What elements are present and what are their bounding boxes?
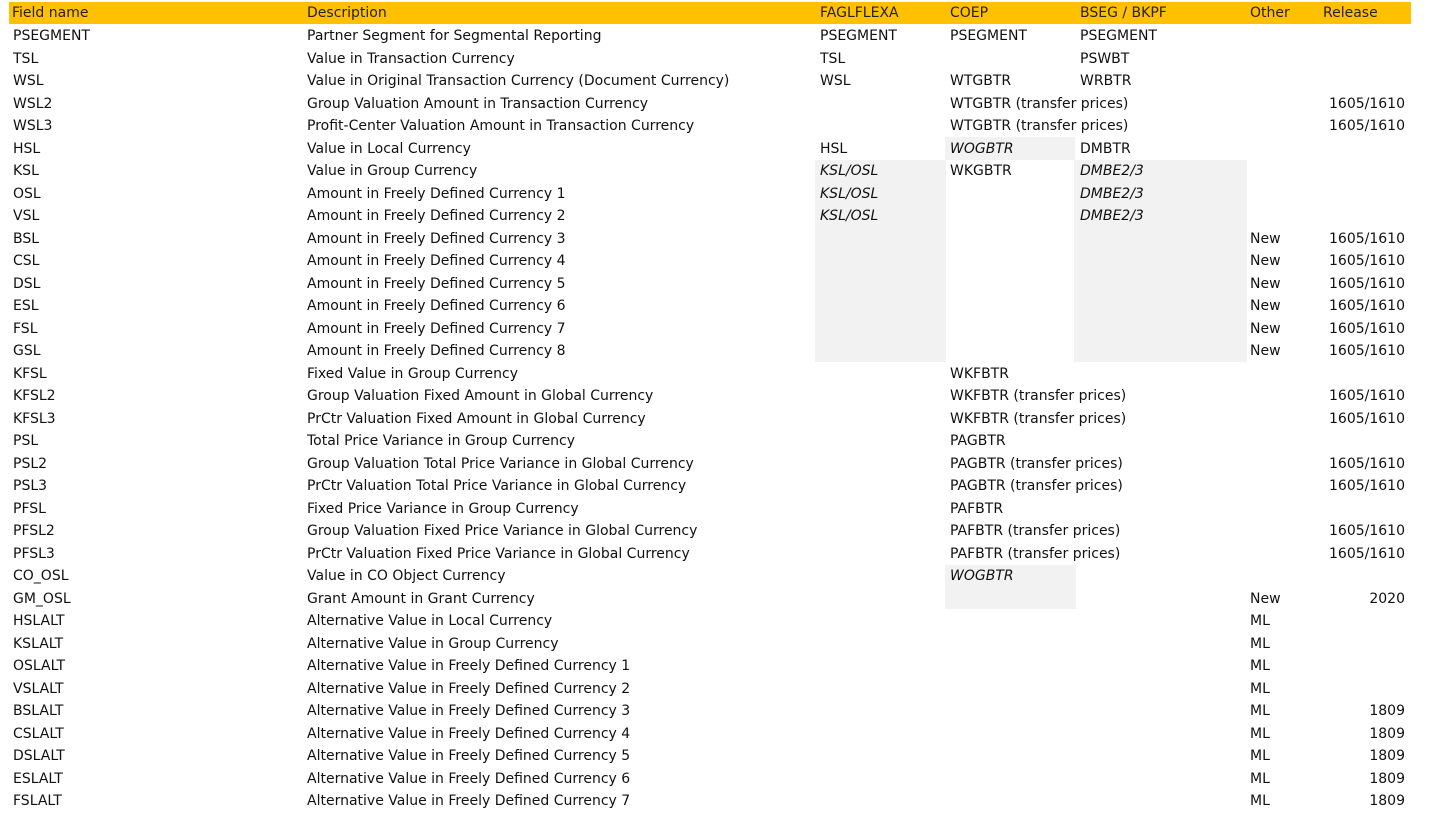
- cell-description: Alternative Value in Freely Defined Currency 1: [307, 658, 631, 674]
- cell-description: Partner Segment for Segmental Reporting: [307, 28, 602, 44]
- cell-field-name: WSL2: [13, 95, 53, 112]
- cell-description: Value in Local Currency: [307, 140, 471, 157]
- cell-description: Amount in Freely Defined Currency 1: [307, 185, 566, 202]
- cell-field-name: PFSL3: [13, 545, 55, 562]
- cell-other: ML: [1250, 680, 1270, 697]
- cell-bseg: PSWBT: [1080, 50, 1130, 67]
- cell-description: Amount in Freely Defined Currency 4: [307, 253, 566, 269]
- cell-release: 1605/1610: [1329, 545, 1405, 562]
- header-release: Release: [1323, 5, 1378, 21]
- cell-coep: WKFBTR: [950, 365, 1009, 382]
- cell-other: New: [1250, 320, 1281, 337]
- cell-coep: WKGBTR: [950, 163, 1012, 179]
- cell-faglflexa: KSL/OSL: [820, 163, 879, 179]
- cell-description: PrCtr Valuation Fixed Amount in Global Currency: [307, 410, 646, 427]
- cell-release: 1809: [1369, 703, 1405, 719]
- cell-field-name: PSL3: [13, 478, 48, 494]
- cell-field-name: WSL: [13, 73, 44, 89]
- cell-field-name: FSLALT: [13, 793, 62, 809]
- cell-field-name: ESL: [13, 298, 39, 314]
- cell-description: Amount in Freely Defined Currency 3: [307, 230, 566, 247]
- cell-coep: WTGBTR: [950, 73, 1012, 89]
- cell-field-name: KSL: [13, 163, 39, 179]
- cell-release: 1809: [1369, 770, 1405, 787]
- cell-coep: WTGBTR (transfer prices): [950, 118, 1129, 134]
- header-description: Description: [307, 5, 387, 21]
- cell-faglflexa: TSL: [820, 50, 846, 67]
- cell-field-name: KSLALT: [13, 635, 64, 652]
- cell-field-name: DSL: [13, 275, 41, 292]
- cell-release: 1605/1610: [1329, 298, 1405, 314]
- cell-other: ML: [1250, 613, 1270, 629]
- cell-description: Fixed Value in Group Currency: [307, 365, 518, 382]
- cell-field-name: DSLALT: [13, 748, 65, 764]
- header-bseg: BSEG / BKPF: [1080, 5, 1167, 21]
- cell-description: Value in Original Transaction Currency (Document Currency): [307, 73, 730, 89]
- cell-description: Value in Transaction Currency: [307, 50, 515, 67]
- cell-other: ML: [1250, 703, 1270, 719]
- cell-coep: WKFBTR (transfer prices): [950, 388, 1127, 404]
- cell-field-name: FSL: [13, 320, 38, 337]
- cell-field-name: PSL2: [13, 455, 48, 472]
- cell-other: ML: [1250, 725, 1270, 742]
- cell-description: Alternative Value in Freely Defined Currency 5: [307, 748, 631, 764]
- cell-coep: PAFBTR (transfer prices): [950, 545, 1121, 562]
- cell-coep: PSEGMENT: [950, 28, 1027, 44]
- cell-release: 1605/1610: [1329, 320, 1405, 337]
- cell-coep: WOGBTR: [950, 568, 1014, 584]
- cell-other: ML: [1250, 635, 1270, 652]
- cell-release: 1605/1610: [1329, 478, 1405, 494]
- cell-field-name: KFSL3: [13, 410, 56, 427]
- header-faglflexa: FAGLFLEXA: [820, 5, 899, 21]
- cell-release: 1605/1610: [1329, 118, 1405, 134]
- cell-other: New: [1250, 298, 1281, 314]
- cell-field-name: OSL: [13, 185, 41, 202]
- header-row: [9, 2, 1411, 24]
- cell-description: Alternative Value in Local Currency: [307, 613, 553, 629]
- cell-other: ML: [1250, 748, 1270, 764]
- cell-description: Grant Amount in Grant Currency: [307, 590, 535, 607]
- cell-description: Amount in Freely Defined Currency 8: [307, 343, 566, 359]
- cell-coep: WKFBTR (transfer prices): [950, 410, 1127, 427]
- cell-field-name: PFSL: [13, 500, 46, 517]
- cell-faglflexa: PSEGMENT: [820, 28, 897, 44]
- cell-description: Alternative Value in Freely Defined Currency 6: [307, 770, 631, 787]
- cell-field-name: HSLALT: [13, 613, 65, 629]
- cell-field-name: KFSL: [13, 365, 47, 382]
- cell-bseg: DMBE2/3: [1080, 163, 1144, 179]
- cell-release: 1605/1610: [1329, 523, 1405, 539]
- cell-field-name: TSL: [13, 50, 39, 67]
- cell-release: 1605/1610: [1329, 275, 1405, 292]
- cell-release: 1605/1610: [1329, 410, 1405, 427]
- cell-description: Alternative Value in Freely Defined Currency 7: [307, 793, 631, 809]
- cell-bseg: PSEGMENT: [1080, 28, 1157, 44]
- cell-field-name: WSL3: [13, 118, 53, 134]
- cell-field-name: PSEGMENT: [13, 28, 90, 44]
- cell-field-name: KFSL2: [13, 388, 56, 404]
- cell-field-name: OSLALT: [13, 658, 66, 674]
- cell-description: Group Valuation Fixed Price Variance in Global Currency: [307, 523, 698, 539]
- cell-description: Value in CO Object Currency: [307, 568, 506, 584]
- header-coep: COEP: [950, 5, 989, 21]
- cell-field-name: ESLALT: [13, 770, 63, 787]
- cell-description: Group Valuation Amount in Transaction Currency: [307, 95, 649, 112]
- cell-faglflexa: WSL: [820, 73, 851, 89]
- cell-coep: WTGBTR (transfer prices): [950, 95, 1129, 112]
- cell-coep: PAFBTR (transfer prices): [950, 523, 1121, 539]
- cell-field-name: VSLALT: [13, 680, 64, 697]
- cell-description: Alternative Value in Freely Defined Currency 3: [307, 703, 631, 719]
- header-field-name: Field name: [12, 5, 89, 21]
- cell-release: 1605/1610: [1329, 455, 1405, 472]
- cell-field-name: PFSL2: [13, 523, 55, 539]
- cell-description: Amount in Freely Defined Currency 2: [307, 208, 566, 224]
- cell-coep: PAFBTR: [950, 500, 1004, 517]
- cell-other: ML: [1250, 770, 1270, 787]
- cell-other: New: [1250, 590, 1281, 607]
- header-other: Other: [1250, 5, 1290, 21]
- cell-other: New: [1250, 230, 1281, 247]
- cell-description: Amount in Freely Defined Currency 7: [307, 320, 566, 337]
- cell-faglflexa: KSL/OSL: [820, 185, 879, 202]
- cell-description: Fixed Price Variance in Group Currency: [307, 500, 579, 517]
- cell-release: 1605/1610: [1329, 95, 1405, 112]
- cell-bseg: DMBTR: [1080, 140, 1131, 157]
- cell-release: 2020: [1369, 590, 1405, 607]
- cell-description: Profit-Center Valuation Amount in Transaction Currency: [307, 118, 695, 134]
- cell-field-name: BSLALT: [13, 703, 64, 719]
- cell-coep: PAGBTR: [950, 433, 1006, 449]
- cell-description: Group Valuation Fixed Amount in Global Currency: [307, 388, 654, 404]
- cell-description: Alternative Value in Freely Defined Currency 2: [307, 680, 631, 697]
- cell-coep: PAGBTR (transfer prices): [950, 478, 1123, 494]
- cell-field-name: CSLALT: [13, 725, 64, 742]
- cell-release: 1605/1610: [1329, 343, 1405, 359]
- cell-bseg: WRBTR: [1080, 73, 1132, 89]
- cell-field-name: GM_OSL: [13, 590, 71, 607]
- cell-description: Group Valuation Total Price Variance in Global Currency: [307, 455, 694, 472]
- cell-coep: PAGBTR (transfer prices): [950, 455, 1123, 472]
- cell-release: 1605/1610: [1329, 230, 1405, 247]
- cell-other: ML: [1250, 793, 1270, 809]
- cell-other: New: [1250, 275, 1281, 292]
- cell-release: 1809: [1369, 793, 1405, 809]
- cell-field-name: HSL: [13, 140, 41, 157]
- cell-description: Amount in Freely Defined Currency 5: [307, 275, 566, 292]
- cell-other: New: [1250, 343, 1281, 359]
- cell-release: 1809: [1369, 725, 1405, 742]
- cell-release: 1605/1610: [1329, 388, 1405, 404]
- cell-bseg: DMBE2/3: [1080, 208, 1144, 224]
- cell-field-name: CO_OSL: [13, 568, 69, 584]
- cell-description: Value in Group Currency: [307, 163, 478, 179]
- cell-other: New: [1250, 253, 1281, 269]
- cell-faglflexa: HSL: [820, 140, 848, 157]
- cell-field-name: GSL: [13, 343, 41, 359]
- cell-field-name: VSL: [13, 208, 40, 224]
- cell-other: ML: [1250, 658, 1270, 674]
- cell-release: 1605/1610: [1329, 253, 1405, 269]
- cell-description: Total Price Variance in Group Currency: [307, 433, 576, 449]
- cell-description: Alternative Value in Freely Defined Currency 4: [307, 725, 631, 742]
- cell-description: Amount in Freely Defined Currency 6: [307, 298, 566, 314]
- cell-field-name: BSL: [13, 230, 40, 247]
- cell-description: PrCtr Valuation Total Price Variance in Global Currency: [307, 478, 687, 494]
- cell-bseg: DMBE2/3: [1080, 185, 1144, 202]
- cell-field-name: CSL: [13, 253, 40, 269]
- cell-release: 1809: [1369, 748, 1405, 764]
- cell-coep: WOGBTR: [950, 140, 1014, 157]
- cell-description: Alternative Value in Group Currency: [307, 635, 559, 652]
- cell-faglflexa: KSL/OSL: [820, 208, 879, 224]
- cell-field-name: PSL: [13, 433, 39, 449]
- cell-description: PrCtr Valuation Fixed Price Variance in Global Currency: [307, 545, 690, 562]
